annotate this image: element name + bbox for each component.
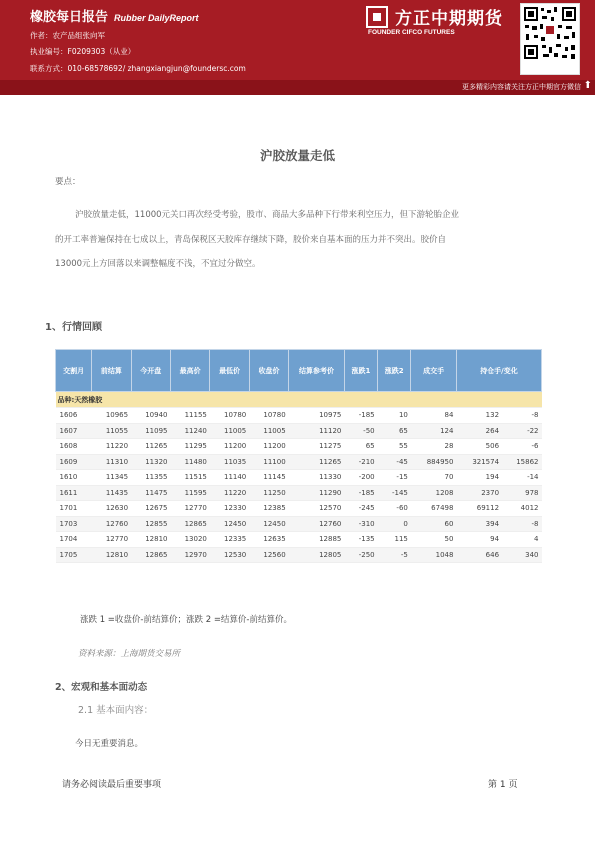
- table-cell: -185: [344, 485, 377, 501]
- table-cell: 11355: [131, 470, 170, 486]
- table-cell: 12865: [131, 547, 170, 563]
- table-cell: 12560: [249, 547, 288, 563]
- table-cell: 11265: [131, 439, 170, 455]
- key-points-label: 要点：: [55, 177, 81, 187]
- table-cell: 11310: [92, 454, 131, 470]
- table-row: [56, 439, 542, 455]
- table-row: [56, 501, 542, 517]
- table-row: [56, 516, 542, 532]
- table-cell: -14: [502, 470, 541, 486]
- table-cell: -45: [378, 454, 411, 470]
- table-cell: 1607: [56, 423, 92, 439]
- table-cell: 11320: [131, 454, 170, 470]
- table-cell: 11005: [249, 423, 288, 439]
- data-source: 资料来源：上海期货交易所: [78, 649, 181, 659]
- table-cell: 11330: [289, 470, 345, 486]
- table-cell: 10780: [210, 408, 249, 424]
- table-cell: 1608: [56, 439, 92, 455]
- table-cell: -245: [344, 501, 377, 517]
- section-2-1-title: 2.1 基本面内容：: [78, 705, 154, 716]
- table-cell: 11005: [210, 423, 249, 439]
- table-cell: 264: [456, 423, 502, 439]
- table-cell: 94: [456, 532, 502, 548]
- table-cell: 12635: [249, 532, 288, 548]
- table-cell: 84: [411, 408, 457, 424]
- founder-logo-icon: [366, 6, 388, 28]
- table-cell: 12885: [289, 532, 345, 548]
- table-cell: -50: [344, 423, 377, 439]
- report-header: [0, 0, 595, 95]
- logo-text-cn: 方正中期期货: [395, 9, 503, 29]
- table-cell: -250: [344, 547, 377, 563]
- table-cell: 67498: [411, 501, 457, 517]
- table-cell: -15: [378, 470, 411, 486]
- table-cell: 11275: [289, 439, 345, 455]
- logo-text-en: FOUNDER CIFCO FUTURES: [368, 29, 455, 36]
- col-header: 收盘价: [249, 350, 288, 392]
- table-cell: 11515: [170, 470, 209, 486]
- col-header: 结算参考价: [289, 350, 345, 392]
- table-cell: 11240: [170, 423, 209, 439]
- table-cell: 15862: [502, 454, 541, 470]
- table-cell: 11095: [131, 423, 170, 439]
- section-2-title: 2、宏观和基本面动态: [55, 682, 148, 693]
- table-cell: 50: [411, 532, 457, 548]
- table-cell: 12330: [210, 501, 249, 517]
- table-cell: -185: [344, 408, 377, 424]
- market-review-table: [55, 349, 542, 563]
- no-news-text: 今日无重要消息。: [75, 739, 144, 749]
- col-header: 前结算: [92, 350, 131, 392]
- table-cell: 11265: [289, 454, 345, 470]
- table-cell: 1705: [56, 547, 92, 563]
- table-cell: 2370: [456, 485, 502, 501]
- table-cell: 12570: [289, 501, 345, 517]
- table-row: [56, 485, 542, 501]
- table-cell: 1208: [411, 485, 457, 501]
- table-cell: 28: [411, 439, 457, 455]
- report-title: [30, 6, 199, 25]
- table-cell: 194: [456, 470, 502, 486]
- table-cell: 11140: [210, 470, 249, 486]
- table-cell: 11200: [210, 439, 249, 455]
- table-cell: 10: [378, 408, 411, 424]
- table-cell: 11250: [249, 485, 288, 501]
- formula-note: 涨跌 1 =收盘价-前结算价；涨跌 2 =结算价-前结算价。: [80, 615, 293, 625]
- col-header: 成交手: [411, 350, 457, 392]
- table-cell: 11220: [92, 439, 131, 455]
- table-cell: 11475: [131, 485, 170, 501]
- table-cell: 1606: [56, 408, 92, 424]
- table-cell: 10940: [131, 408, 170, 424]
- table-cell: 12970: [170, 547, 209, 563]
- table-cell: 394: [456, 516, 502, 532]
- arrow-up-icon: ⬆: [583, 80, 592, 91]
- table-cell: -60: [378, 501, 411, 517]
- tagline-bar: [0, 80, 595, 95]
- table-cell: 1611: [56, 485, 92, 501]
- table-cell: -8: [502, 408, 541, 424]
- author-line: 作者：农产品组张向军: [30, 31, 105, 40]
- table-cell: 132: [456, 408, 502, 424]
- table-cell: 12760: [289, 516, 345, 532]
- table-cell: 11290: [289, 485, 345, 501]
- table-cell: 1609: [56, 454, 92, 470]
- page-number: 第 1 页: [488, 780, 518, 790]
- tagline-text: 更多精彩内容请关注方正中期官方微信: [462, 83, 581, 91]
- table-cell: 11435: [92, 485, 131, 501]
- table-cell: 11295: [170, 439, 209, 455]
- col-header: 涨跌2: [378, 350, 411, 392]
- table-cell: 11055: [92, 423, 131, 439]
- table-cell: 12770: [170, 501, 209, 517]
- table-cell: 69112: [456, 501, 502, 517]
- table-cell: 12855: [131, 516, 170, 532]
- table-cell: 10975: [289, 408, 345, 424]
- table-cell: 1048: [411, 547, 457, 563]
- table-cell: 12675: [131, 501, 170, 517]
- table-cell: 12450: [249, 516, 288, 532]
- table-row: [56, 423, 542, 439]
- table-cell: -310: [344, 516, 377, 532]
- summary-line: 沪胶放量走低，11000元关口再次经受考验，股市、商品大多品种下行带来利空压力，但下游轮胎企业: [75, 210, 460, 220]
- col-header: 今开盘: [131, 350, 170, 392]
- report-title-cn: 橡胶每日报告: [30, 10, 109, 25]
- table-cell: 1701: [56, 501, 92, 517]
- table-cell: 11200: [249, 439, 288, 455]
- table-cell: 11155: [170, 408, 209, 424]
- table-cell: 506: [456, 439, 502, 455]
- table-row: [56, 454, 542, 470]
- table-cell: -200: [344, 470, 377, 486]
- table-cell: 1703: [56, 516, 92, 532]
- table-cell: 12450: [210, 516, 249, 532]
- table-cell: -22: [502, 423, 541, 439]
- table-cell: 11100: [249, 454, 288, 470]
- report-title-en: Rubber DailyReport: [114, 13, 199, 23]
- table-cell: 65: [378, 423, 411, 439]
- col-header: 最高价: [170, 350, 209, 392]
- table-cell: -210: [344, 454, 377, 470]
- table-cell: 11120: [289, 423, 345, 439]
- table-cell: -145: [378, 485, 411, 501]
- table-cell: -5: [378, 547, 411, 563]
- table-row: [56, 408, 542, 424]
- footer-disclaimer: 请务必阅读最后重要事项: [62, 780, 162, 790]
- table-cell: -135: [344, 532, 377, 548]
- table-row: [56, 547, 542, 563]
- section-1-title: 1、行情回顾: [45, 322, 102, 333]
- table-cell: 884950: [411, 454, 457, 470]
- table-cell: 11595: [170, 485, 209, 501]
- table-cell: 124: [411, 423, 457, 439]
- table-cell: 12630: [92, 501, 131, 517]
- table-cell: 321574: [456, 454, 502, 470]
- table-cell: 13020: [170, 532, 209, 548]
- table-cell: 11145: [249, 470, 288, 486]
- table-cell: 4: [502, 532, 541, 548]
- table-header-row: [56, 350, 542, 392]
- table-cell: 12385: [249, 501, 288, 517]
- table-cell: 11035: [210, 454, 249, 470]
- table-cell: 12530: [210, 547, 249, 563]
- contact-line: 联系方式：010-68578692/ zhangxiangjun@foundersc.com: [30, 64, 246, 73]
- table-cell: 11345: [92, 470, 131, 486]
- table-cell: 60: [411, 516, 457, 532]
- summary-line: 的开工率普遍保持在七成以上，青岛保税区天胶库存继续下降，胶价来自基本面的压力并不突出。胶价自: [55, 234, 447, 245]
- document-title: 沪胶放量走低: [259, 148, 335, 163]
- table-cell: 1610: [56, 470, 92, 486]
- table-row: [56, 470, 542, 486]
- table-cell: 12865: [170, 516, 209, 532]
- table-cell: 646: [456, 547, 502, 563]
- table-cell: 55: [378, 439, 411, 455]
- table-cell: 10780: [249, 408, 288, 424]
- table-cell: 978: [502, 485, 541, 501]
- table-cell: 12805: [289, 547, 345, 563]
- table-cell: 340: [502, 547, 541, 563]
- table-cell: -8: [502, 516, 541, 532]
- table-cell: 10965: [92, 408, 131, 424]
- table-cell: 12335: [210, 532, 249, 548]
- col-header: 交割月: [56, 350, 92, 392]
- table-cell: 12760: [92, 516, 131, 532]
- variety-label: 品种:天然橡胶: [56, 392, 542, 408]
- table-row: [56, 532, 542, 548]
- table-cell: 12810: [92, 547, 131, 563]
- license-line: 执业编号：F0209303（从业）: [30, 47, 136, 56]
- table-cell: 11480: [170, 454, 209, 470]
- table-cell: -6: [502, 439, 541, 455]
- table-cell: 12810: [131, 532, 170, 548]
- table-cell: 0: [378, 516, 411, 532]
- table-cell: 4012: [502, 501, 541, 517]
- table-cell: 70: [411, 470, 457, 486]
- col-header: 涨跌1: [344, 350, 377, 392]
- summary-paragraph: [55, 203, 555, 277]
- table-cell: 12770: [92, 532, 131, 548]
- table-cell: 1704: [56, 532, 92, 548]
- table-cell: 65: [344, 439, 377, 455]
- table-cell: 115: [378, 532, 411, 548]
- variety-row: [56, 392, 542, 408]
- col-header: 持仓手/变化: [456, 350, 541, 392]
- wechat-qr-code-icon: [520, 3, 580, 75]
- table-cell: 11220: [210, 485, 249, 501]
- col-header: 最低价: [210, 350, 249, 392]
- summary-line: 13000元上方回落以来调整幅度不浅，不宜过分做空。: [55, 259, 261, 269]
